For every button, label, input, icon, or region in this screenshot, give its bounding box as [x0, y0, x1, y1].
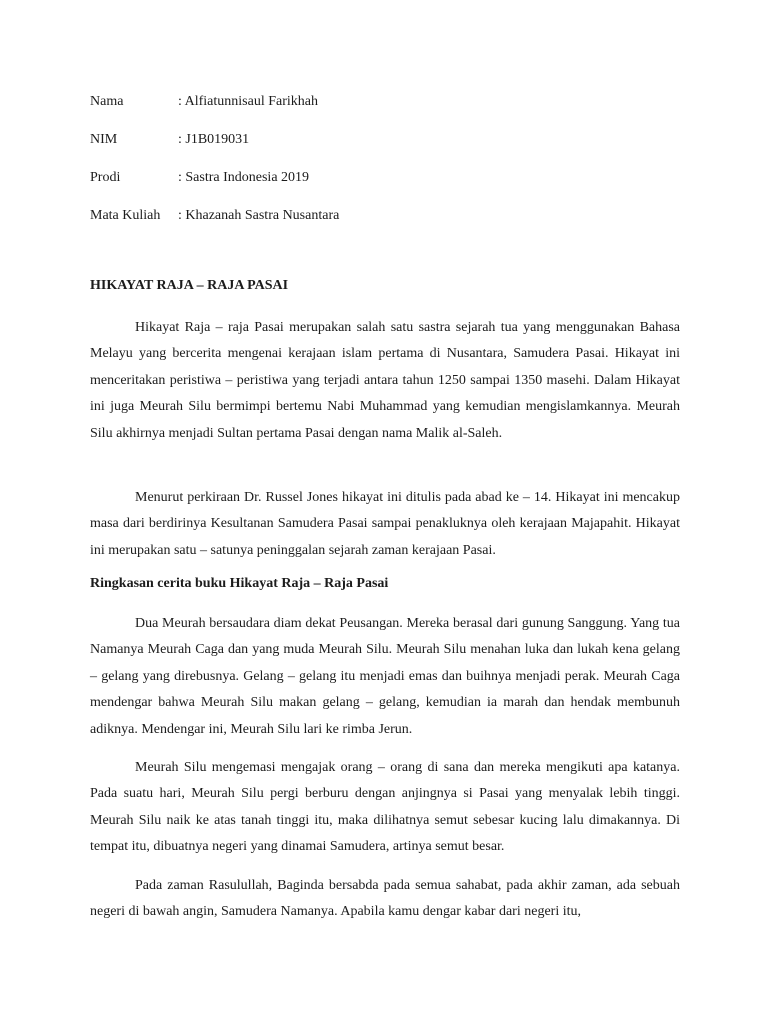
identity-value: : Alfiatunnisaul Farikhah [178, 94, 318, 109]
identity-block [90, 92, 690, 244]
intro-paragraph: Menurut perkiraan Dr. Russel Jones hikayat ini ditulis pada abad ke – 14. Hikayat ini mencakup masa dari berdirinya Kesultanan Samudera Pasai sampai penakluknya oleh kerajaan Majapahit. Hikayat ini merupakan satu – satunya peninggalan sejarah zaman kerajaan Pasai. [90, 490, 680, 558]
summary-paragraph: Dua Meurah bersaudara diam dekat Peusangan. Mereka berasal dari gunung Sanggung. Yang tua Namanya Meurah Caga dan yang muda Meurah Silu. Meurah Silu menahan luka dan lukah kena gelang – gelang yang direbusnya. Gelang – gelang itu menjadi emas dan buihnya menjadi perak. Meurah Caga mendengar bahwa Meurah Silu makan gelang – gelang, kemudian ia marah dan hendak membunuh adiknya. Mendengar ini, Meurah Silu lari ke rimba Jerun. [90, 616, 680, 737]
identity-label: Mata Kuliah [90, 208, 161, 223]
identity-value: : J1B019031 [178, 132, 250, 147]
summary-paragraph: Meurah Silu mengemasi mengajak orang – orang di sana dan mereka mengikuti apa katanya. Pada suatu hari, Meurah Silu pergi berburu dengan anjingnya si Pasai yang menyalak lebih tinggi. Meurah Silu naik ke atas tanah tinggi itu, maka dilihatnya semut sebesar kucing lalu dimakannya. Di tempat itu, dibuatnya negeri yang dinamai Samudera, artinya semut besar. [90, 760, 680, 855]
identity-label: NIM [90, 132, 118, 147]
document-title: HIKAYAT RAJA – RAJA PASAI [90, 278, 289, 293]
identity-row-mata-kuliah [90, 206, 690, 244]
identity-value: : Sastra Indonesia 2019 [178, 170, 310, 185]
summary-heading: Ringkasan cerita buku Hikayat Raja – Raja Pasai [90, 576, 389, 591]
identity-label: Prodi [90, 170, 121, 185]
identity-label: Nama [90, 94, 124, 109]
identity-row-nim [90, 130, 690, 168]
identity-value: : Khazanah Sastra Nusantara [178, 208, 340, 223]
identity-row-prodi [90, 168, 690, 206]
identity-row-nama [90, 92, 690, 130]
intro-paragraph: Hikayat Raja – raja Pasai merupakan salah satu sastra sejarah tua yang menggunakan Bahasa Melayu yang bercerita mengenai kerajaan islam pertama di Nusantara, Samudera Pasai. Hikayat ini menceritakan peristiwa – peristiwa yang terjadi antara tahun 1250 sampai 1350 masehi. Dalam Hikayat ini juga Meurah Silu bermimpi bertemu Nabi Muhammad yang kemudian mengislamkannya. Meurah Silu akhirnya menjadi Sultan pertama Pasai dengan nama Malik al-Saleh. [90, 320, 680, 441]
summary-paragraph: Pada zaman Rasulullah, Baginda bersabda pada semua sahabat, pada akhir zaman, ada sebuah negeri di bawah angin, Samudera Namanya. Apabila kamu dengar kabar dari negeri itu, [90, 878, 680, 920]
